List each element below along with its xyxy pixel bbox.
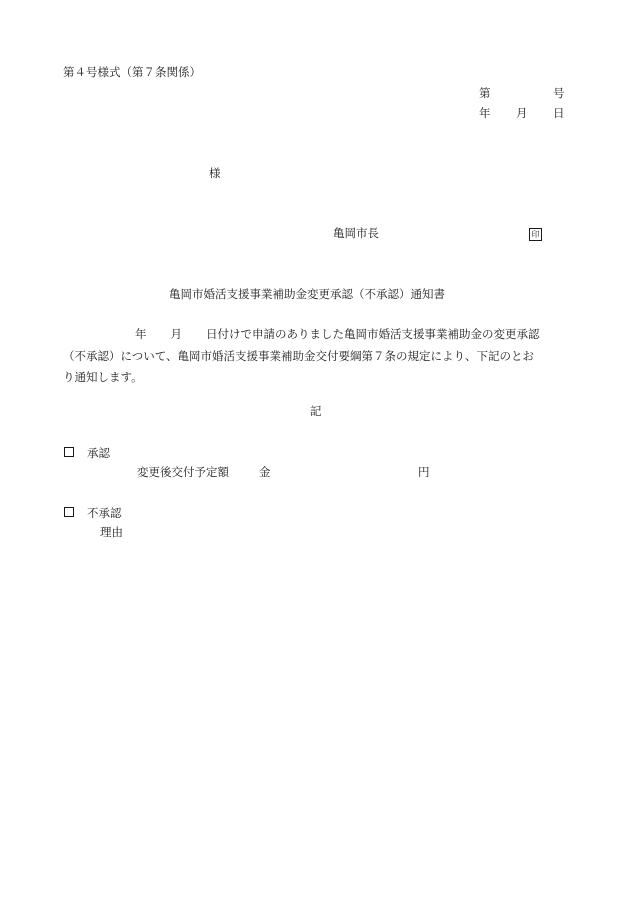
seal-icon: 印 [529, 228, 542, 241]
recipient-honorific: 様 [209, 166, 221, 180]
ki-heading: 記 [310, 404, 322, 418]
body-month-label: 月 [170, 327, 182, 341]
date-day-label: 日 [553, 106, 565, 120]
doc-number-suffix: 号 [553, 86, 565, 100]
sender-title: 亀岡市長 [333, 226, 379, 240]
reject-label: 不承認 [87, 506, 122, 520]
reject-option[interactable] [64, 507, 122, 520]
approve-label: 承認 [87, 446, 110, 460]
body-paragraph [63, 324, 570, 389]
seal-mark [529, 228, 542, 241]
doc-number-prefix: 第 [479, 86, 491, 100]
body-line-1 [63, 324, 570, 346]
body-line-3: り通知します。 [63, 370, 143, 384]
date-year-label: 年 [479, 106, 491, 120]
body-year-label: 年 [135, 327, 147, 341]
form-number: 第４号様式（第７条関係） [63, 65, 201, 79]
document-title: 亀岡市婚活支援事業補助金変更承認（不承認）通知書 [169, 287, 445, 301]
body-line-1-text: 日付けで申請のありました亀岡市婚活支援事業補助金の変更承認 [206, 327, 540, 341]
approve-option[interactable] [64, 447, 110, 460]
amount-label: 変更後交付予定額 [137, 465, 229, 479]
reason-label: 理由 [100, 525, 123, 539]
currency-suffix: 円 [418, 465, 430, 479]
reject-checkbox[interactable] [64, 507, 74, 517]
approve-checkbox[interactable] [64, 447, 74, 457]
date-month-label: 月 [516, 106, 528, 120]
currency-prefix: 金 [259, 465, 271, 479]
body-line-2: （不承認）について、亀岡市婚活支援事業補助金交付要綱第７条の規定により、下記のとお [63, 348, 535, 363]
